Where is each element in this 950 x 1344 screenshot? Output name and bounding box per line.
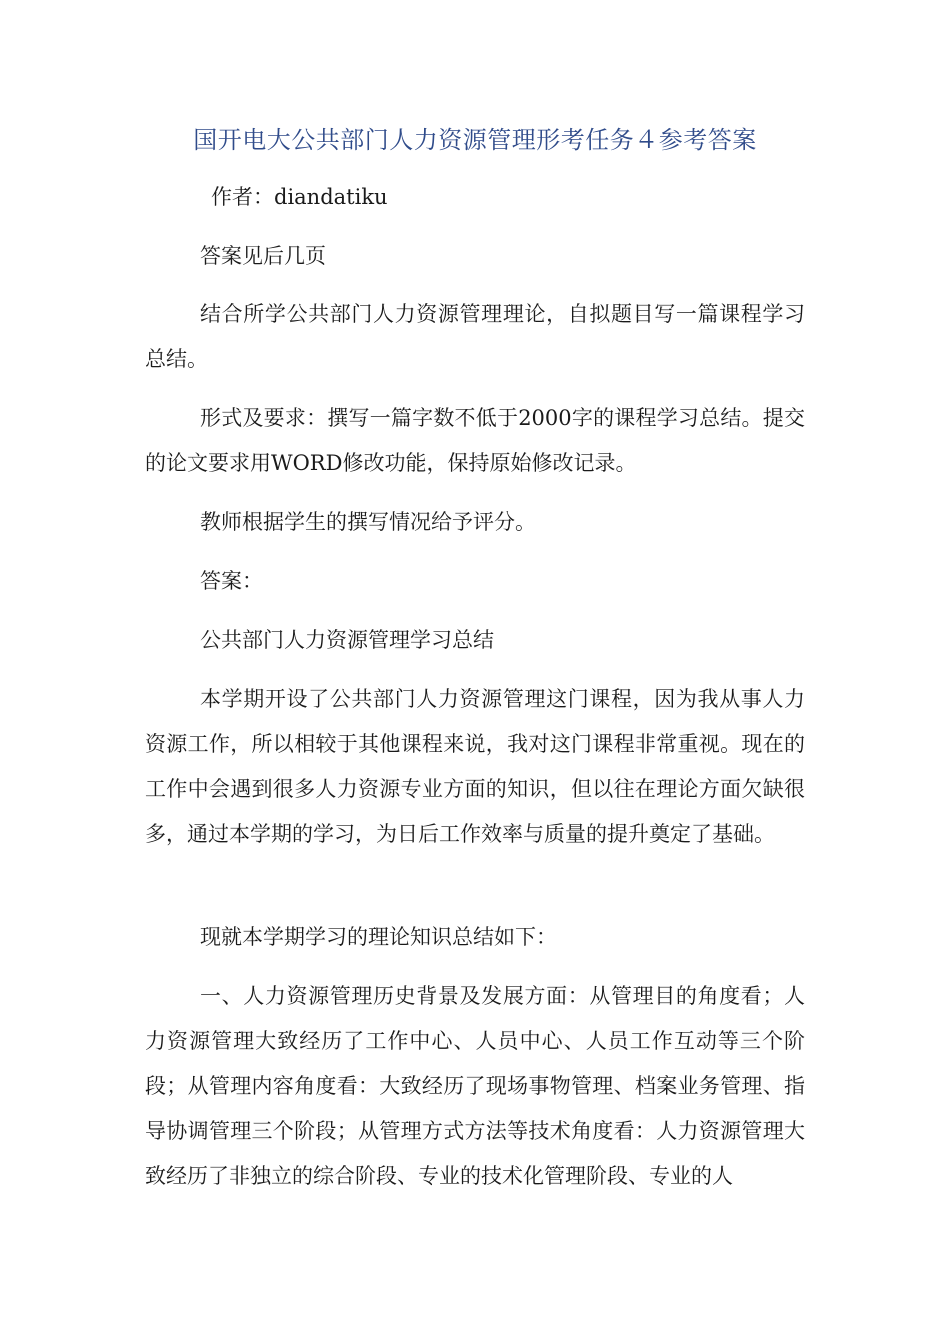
author-line: 作者：diandatiku xyxy=(211,185,388,209)
paragraph-summary-lead: 现就本学期学习的理论知识总结如下： xyxy=(200,925,557,949)
essay-title: 公共部门人力资源管理学习总结 xyxy=(200,628,494,652)
paragraph-requirements: 形式及要求：撰写一篇字数不低于2000字的课程学习总结。提交的论文要求用WORD修改功能，保持原始修改记录。 xyxy=(145,406,805,475)
paragraph-section-one: 一、人力资源管理历史背景及发展方面：从管理目的角度看；人力资源管理大致经历了工作中心、人员中心、人员工作互动等三个阶段；从管理内容角度看：大致经历了现场事物管理、档案业务管理、指导协调管理三个阶段；从管理方式方法等技术角度看：人力资源管理大致经历了非独立的综合阶段、专业的技术化管理阶段、专业的人 xyxy=(145,984,805,1188)
paragraph-intro: 本学期开设了公共部门人力资源管理这门课程，因为我从事人力资源工作，所以相较于其他课程来说，我对这门课程非常重视。现在的工作中会遇到很多人力资源专业方面的知识，但以往在理论方面欠缺很多，通过本学期的学习，为日后工作效率与质量的提升奠定了基础。 xyxy=(145,687,805,846)
answer-note: 答案见后几页 xyxy=(200,244,326,268)
paragraph-grading: 教师根据学生的撰写情况给予评分。 xyxy=(200,510,536,534)
paragraph-task: 结合所学公共部门人力资源管理理论，自拟题目写一篇课程学习总结。 xyxy=(145,302,805,371)
document-title: 国开电大公共部门人力资源管理形考任务４参考答案 xyxy=(193,126,757,154)
paragraph-answer-label: 答案： xyxy=(200,569,263,593)
